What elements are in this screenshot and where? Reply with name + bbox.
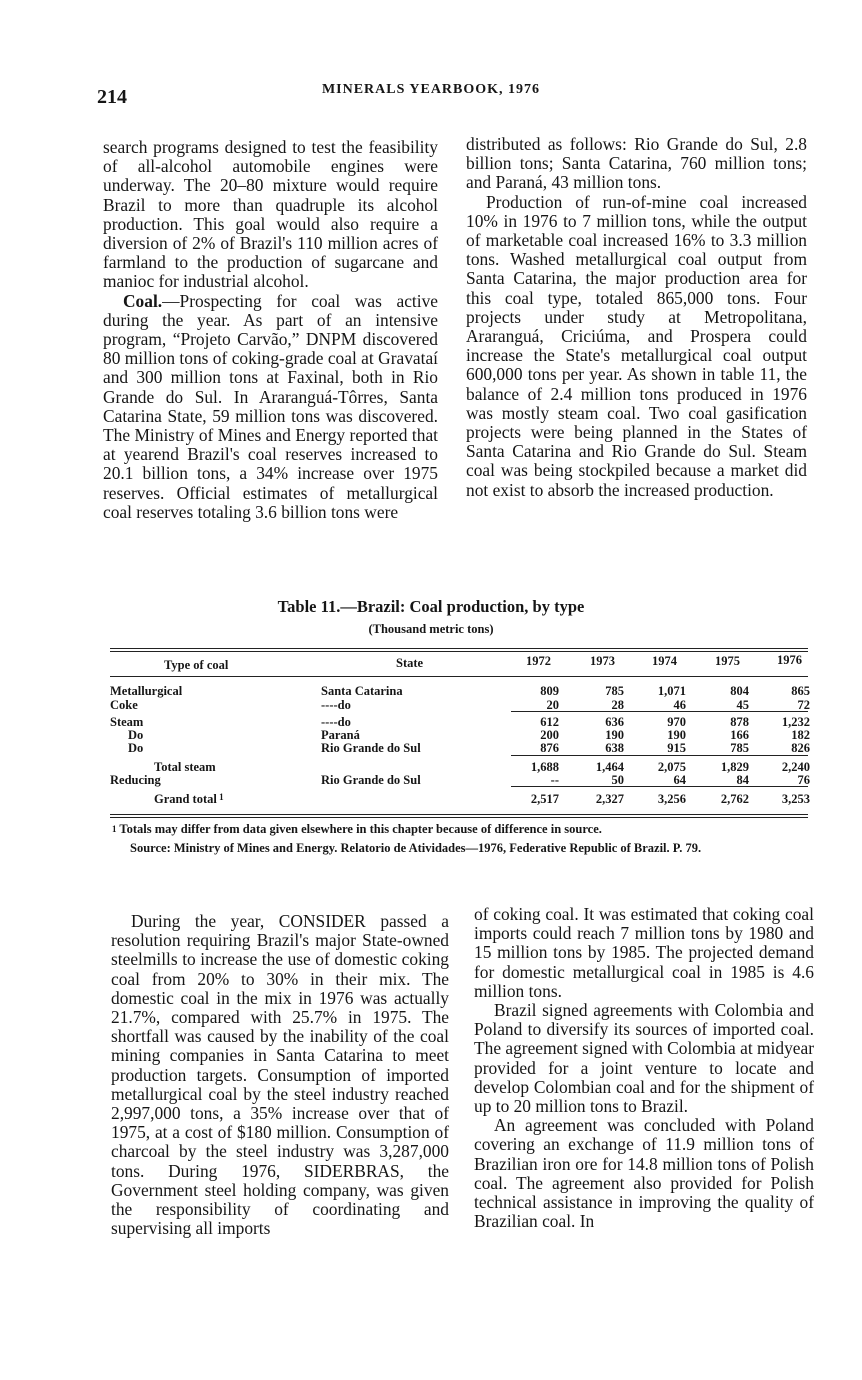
header-1974: 1974 — [652, 654, 677, 668]
row-value: 166 — [730, 728, 749, 742]
row-value: 3,253 — [781, 792, 810, 806]
row-value: 876 — [540, 741, 559, 755]
row-value: 2,762 — [720, 792, 749, 806]
subtotal-rule — [511, 711, 808, 712]
row-value: 64 — [673, 773, 686, 787]
row-value: 200 — [540, 728, 559, 742]
row-value: 45 — [736, 698, 749, 712]
row-type: Grand total $^1$ — [154, 792, 224, 806]
row-value: 2,075 — [657, 760, 686, 774]
row-type: Coke — [110, 698, 138, 712]
row-value: 1,464 — [595, 760, 624, 774]
page-number: 214 — [97, 86, 127, 108]
header-1976: 1976 — [777, 653, 802, 667]
table-bottom-rule — [110, 814, 808, 815]
table-footnote — [112, 822, 812, 837]
row-value: 46 — [673, 698, 686, 712]
row-value: 20 — [546, 698, 559, 712]
footnote-text: Totals may differ from data given elsewhere in this chapter because of difference in source. — [119, 822, 602, 836]
paragraph-coal — [103, 292, 438, 522]
paragraph: An agreement was concluded with Poland covering an exchange of 11.9 million tons of Brazilian iron ore for 14.8 million tons of Polish coal. The agreement also provided for Polish technical assistance in improving the quality of Brazilian coal. In — [474, 1115, 814, 1232]
table-source: Source: Ministry of Mines and Energy. Relatorio de Atividades—1976, Federative Republic of Brazil. P. 79. — [130, 841, 702, 855]
row-state: Rio Grande do Sul — [321, 773, 421, 787]
paragraph: During the year, CONSIDER passed a resolution requiring Brazil's major State-owned steelmills to increase the use of domestic coking coal from 20% to 30% in their mix. The domestic coal in the mix in 1976 was actually 21.7%, compared with 25.7% in 1975. The shortfall was caused by the inability of the coal mining companies in Santa Catarina to meet production targets. Consumption of imported metallurgical coal by the steel industry reached 2,997,000 tons, a 35% increase over that of 1975, at a cost of $180 million. Consumption of charcoal by the steel industry was 3,287,000 tons. During 1976, SIDERBRAS, the Government steel holding company, was given the responsibility of coordinating and supervising all imports — [111, 911, 449, 1239]
row-type: Steam — [110, 715, 144, 729]
row-value: 190 — [605, 728, 624, 742]
row-value: 3,256 — [657, 792, 686, 806]
paragraph: Production of run-of-mine coal increased 10% in 1976 to 7 million tons, while the output of marketable coal increased 16% to 3.3 million tons. Washed metallurgical coal output from Santa Catarina, the major production area for this coal type, totaled 865,000 tons. Four projects under study at Metropolitana, Araranguá, Criciúma, and Prospera could increase the State's metallurgical coal output 600,000 tons per year. As shown in table 11, the balance of 2.4 million tons produced in 1976 was mostly steam coal. Two coal gasification projects were being planned in the States of Santa Catarina and Rio Grande do Sul. Steam coal was being stockpiled because a market did not exist to absorb the increased production. — [466, 191, 807, 500]
paragraph: Brazil signed agreements with Colombia and Poland to diversify its sources of imported coal. The agreement signed with Colombia at midyear provided for a joint venture to locate and develop Colombian coal and for the shipment of up to 20 million tons to Brazil. — [474, 1000, 814, 1117]
row-type: Reducing — [110, 773, 161, 787]
running-title: MINERALS YEARBOOK, 1976 — [321, 82, 541, 97]
row-value: 865 — [791, 684, 810, 698]
coal-text: —Prospecting for coal was active during the year. As part of an intensive program, “Projeto Carvão,” DNPM discovered 80 million tons of coking-grade coal at Gravataí and 300 million tons at Faxinal, both in Rio Grande do Sul. In Araranguá-Tôrres, Santa Catarina State, 59 million tons was discovered. The Ministry of Mines and Energy reported that at yearend Brazil's coal reserves increased to 20.1 billion tons, a 34% increase over 1975 reserves. Official estimates of metallurgical coal reserves totaling 3.6 billion tons were — [103, 290, 438, 522]
row-value: 638 — [605, 741, 624, 755]
row-value: 785 — [605, 684, 624, 698]
row-value: 1,232 — [781, 715, 810, 729]
paragraph: distributed as follows: Rio Grande do Sul, 2.8 billion tons; Santa Catarina, 760 million tons; and Paraná, 43 million tons. — [466, 134, 807, 193]
row-type: Metallurgical — [110, 684, 183, 698]
row-value: 1,829 — [720, 760, 749, 774]
table-title: Table 11.—Brazil: Coal production, by type — [277, 597, 585, 616]
row-value: 970 — [667, 715, 686, 729]
table-top-rule-2 — [110, 651, 808, 652]
row-type: Total steam — [154, 760, 216, 774]
grand-total-footnote-mark: 1 — [216, 792, 224, 802]
row-value: 878 — [730, 715, 749, 729]
row-value: 915 — [667, 741, 686, 755]
row-value: 72 — [797, 698, 810, 712]
left-column-top — [103, 138, 438, 522]
row-value: 50 — [611, 773, 624, 787]
header-1972: 1972 — [526, 654, 551, 668]
subtotal-rule — [511, 755, 808, 756]
row-value: 76 — [797, 773, 810, 787]
row-type: Do — [128, 728, 144, 742]
header-state: State — [396, 656, 424, 670]
row-state: ----do — [321, 698, 351, 712]
row-value: 809 — [540, 684, 559, 698]
row-type: Do — [128, 741, 144, 755]
row-value: 2,240 — [781, 760, 810, 774]
footnote-mark: 1 — [112, 824, 117, 834]
row-state: ----do — [321, 715, 351, 729]
row-value: 826 — [791, 741, 810, 755]
row-state: Rio Grande do Sul — [321, 741, 421, 755]
row-value: 2,327 — [595, 792, 624, 806]
row-value: 28 — [611, 698, 624, 712]
paragraph: of coking coal. It was estimated that coking coal imports could reach 7 million tons by 1980 and 15 million tons by 1985. The projected demand for domestic metallurgical coal in 1985 is 4.6 million tons. — [474, 904, 814, 1001]
row-value: -- — [550, 773, 559, 787]
row-value: 804 — [730, 684, 749, 698]
table-top-rule — [110, 648, 808, 649]
row-value: 2,517 — [530, 792, 559, 806]
row-value: 84 — [736, 773, 749, 787]
row-value: 190 — [667, 728, 686, 742]
row-value: 182 — [791, 728, 810, 742]
row-value: 636 — [605, 715, 624, 729]
subtotal-rule — [511, 786, 808, 787]
left-column-bottom — [111, 912, 449, 1238]
row-state: Santa Catarina — [321, 684, 403, 698]
header-type: Type of coal — [164, 658, 229, 672]
coal-heading: Coal. — [123, 290, 163, 311]
right-column-bottom — [474, 905, 814, 1231]
header-1975: 1975 — [715, 654, 740, 668]
table-subtitle: (Thousand metric tons) — [368, 622, 494, 636]
table-header-rule — [110, 676, 808, 677]
row-state: Paraná — [321, 728, 360, 742]
table-bottom-rule-2 — [110, 817, 808, 818]
row-value: 612 — [540, 715, 559, 729]
row-value: 1,688 — [530, 760, 559, 774]
header-1973: 1973 — [590, 654, 615, 668]
row-value: 1,071 — [657, 684, 686, 698]
row-value: 785 — [730, 741, 749, 755]
right-column-top — [466, 135, 807, 500]
paragraph: search programs designed to test the feasibility of all-alcohol automobile engines were underway. The 20–80 mixture would require Brazil to more than quadruple its alcohol production. This goal would also require a diversion of 2% of Brazil's 110 million acres of farmland to the production of sugarcane and manioc for industrial alcohol. — [103, 137, 438, 292]
